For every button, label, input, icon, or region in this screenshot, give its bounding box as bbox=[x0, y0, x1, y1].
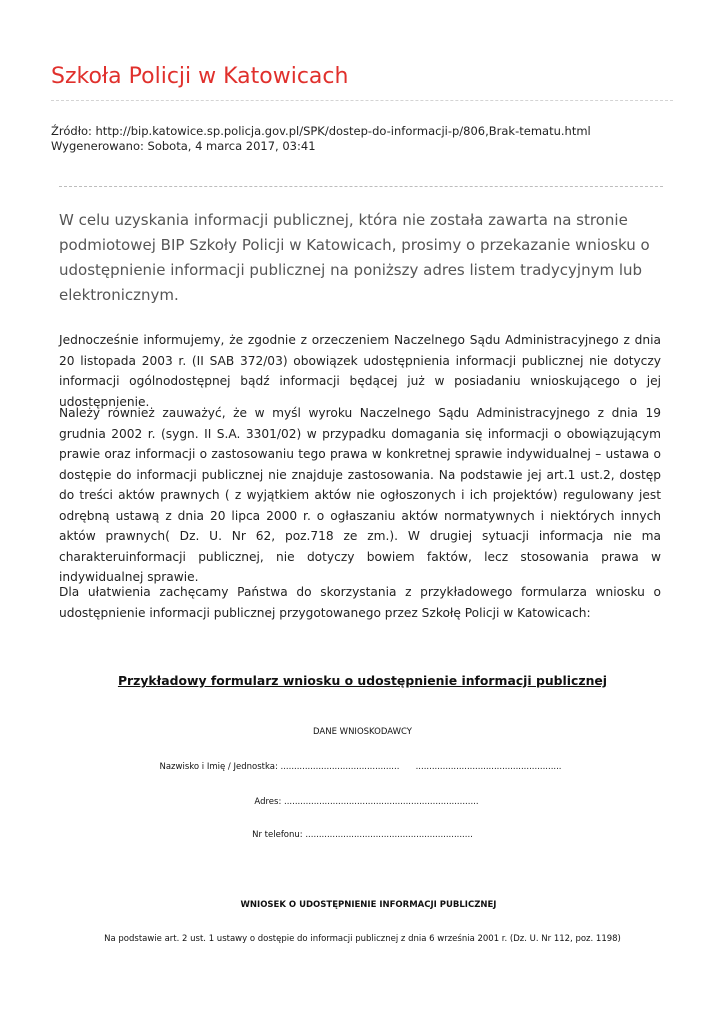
address-field-line: Adres: ........................................................................ bbox=[254, 797, 479, 807]
form-heading: Przykładowy formularz wniosku o udostępnienie informacji publicznej bbox=[117, 673, 608, 688]
generated-line: Wygenerowano: Sobota, 4 marca 2017, 03:41 bbox=[51, 139, 316, 153]
source-line: Źródło: http://bip.katowice.sp.policja.gov.pl/SPK/dostep-do-informacji-p/806,Brak-tematu.html bbox=[51, 124, 591, 138]
paragraph-nsa-2002: Należy również zauważyć, że w myśl wyroku Naczelnego Sądu Administracyjnego z dnia 19 grudnia 2002 r. (sygn. II S.A. 3301/02) w przypadku domagania się informacji o obowiązującym prawie oraz informacji o zastosowaniu tego prawa w konkretnej sprawie indywidualnej – ustawa o dostępie do informacji publicznej nie znajduje zastosowania. Na podstawie jej art.1 ust.2, dostęp do treści aktów prawnych ( z wyjątkiem aktów nie ogłoszonych i ich projektów) regulowany jest odrębną ustawą z dnia 20 lipca 2000 r. o ogłaszaniu aktów normatywnych i niektórych innych aktów prawnych( Dz. U. Nr 62, poz.718 ze zm.). W drugiej sytuacji informacja nie ma charakteruinformacji publicznej, nie dotyczy bowiem faktów, lecz stosowania prawa w indywidualnej sprawie. bbox=[59, 406, 661, 584]
request-header: WNIOSEK O UDOSTĘPNIENIE INFORMACJI PUBLICZNEJ bbox=[240, 900, 497, 910]
name-field-line: Nazwisko i Imię / Jednostka: ............................................ ...................................................... bbox=[159, 762, 562, 772]
content-divider bbox=[59, 186, 663, 187]
phone-field-line: Nr telefonu: .............................................................. bbox=[252, 830, 473, 840]
document-meta bbox=[51, 124, 591, 154]
legal-basis-line: Na podstawie art. 2 ust. 1 ustawy o dostępie do informacji publicznej z dnia 6 września 2001 r. (Dz. U. Nr 112, poz. 1198) bbox=[104, 934, 621, 944]
applicant-data-header: DANE WNIOSKODAWCY bbox=[313, 727, 412, 737]
paragraph-form-invite: Dla ułatwienia zachęcamy Państwa do skorzystania z przykładowego formularza wniosku o udostępnienie informacji publicznej przygotowanego przez Szkołę Policji w Katowicach: bbox=[59, 585, 661, 620]
paragraph-nsa-2003: Jednocześnie informujemy, że zgodnie z orzeczeniem Naczelnego Sądu Administracyjnego z dnia 20 listopada 2003 r. (II SAB 372/03) obowiązek udostępnienia informacji publicznej nie dotyczy informacji ogólnodostępnej bądź informacji będącej już w posiadaniu wnioskującego o jej udostępnienie. bbox=[59, 333, 661, 409]
header-divider bbox=[51, 100, 673, 101]
page-title: Szkoła Policji w Katowicach bbox=[51, 64, 349, 89]
lead-paragraph: W celu uzyskania informacji publicznej, która nie została zawarta na stronie podmiotowej BIP Szkoły Policji w Katowicach, prosimy o przekazanie wniosku o udostępnienie informacji publicznej na poniższy adres listem tradycyjnym lub elektronicznym. bbox=[59, 211, 650, 304]
